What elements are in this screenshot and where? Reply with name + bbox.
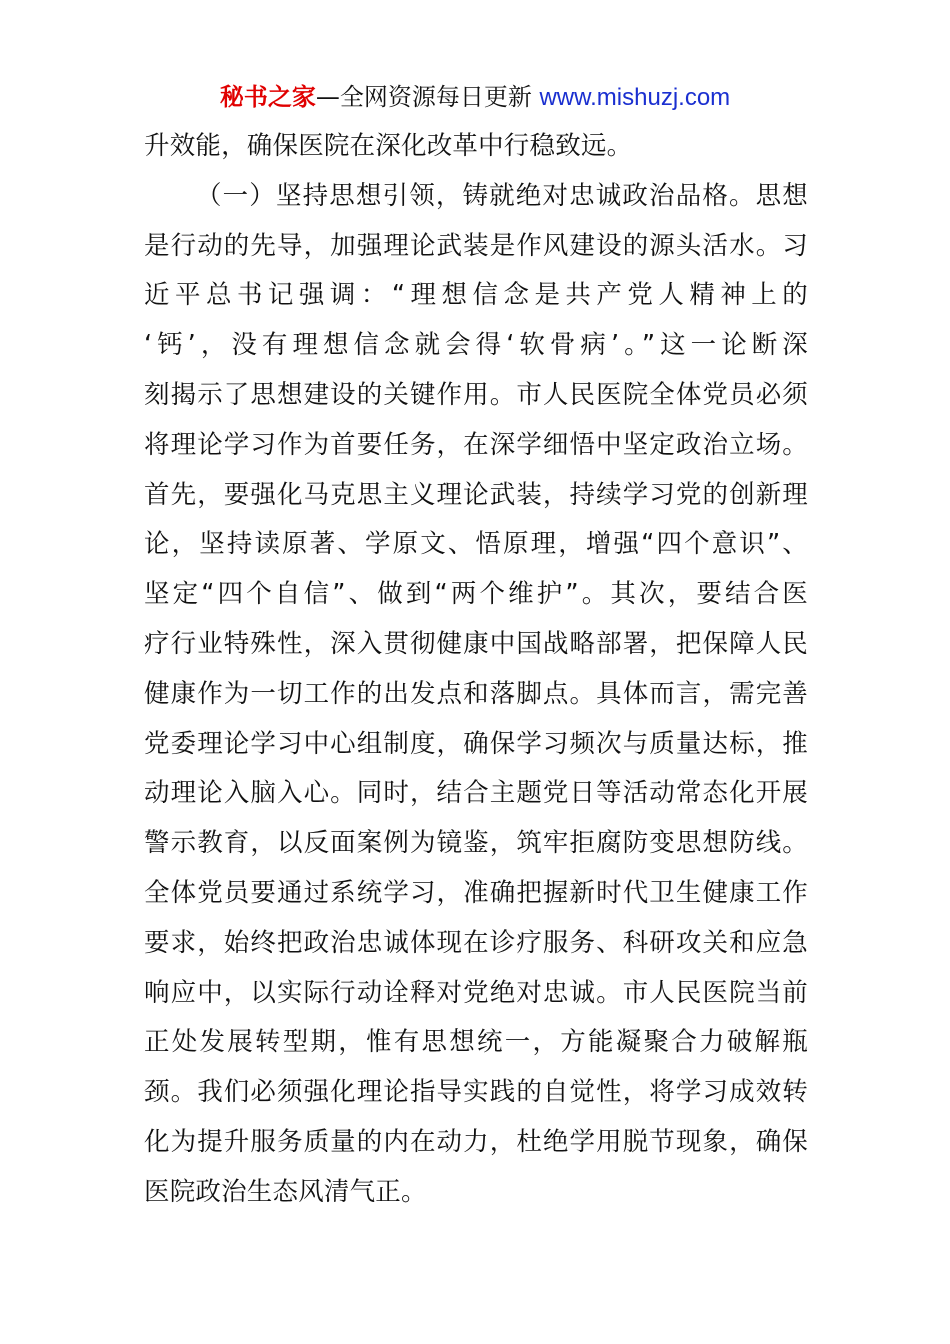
text-line: 疗行业特殊性，深入贯彻健康中国战略部署，把保障人民 [144, 628, 808, 659]
website-link[interactable]: www.mishuzj.com [539, 84, 731, 111]
text-line: 党委理论学习中心组制度，确保学习频次与质量达标，推 [144, 728, 808, 759]
text-line: ‘钙’，没有理想信念就会得‘软骨病’。”这一论断深 [144, 330, 808, 361]
text-line: 是行动的先导，加强理论武装是作风建设的源头活水。习 [144, 230, 808, 261]
text-line: 动理论入脑入心。同时，结合主题党日等活动常态化开展 [144, 778, 808, 809]
text-line: 近平总书记强调：“理想信念是共产党人精神上的 [144, 280, 808, 311]
text-line: 医院政治生态风清气正。 [144, 1176, 427, 1207]
text-line: 将理论学习作为首要任务，在深学细悟中坚定政治立场。 [144, 429, 808, 460]
brand-name: 秘书之家 [219, 83, 316, 111]
header-tagline: —全网资源每日更新 [315, 83, 540, 111]
page-header [0, 80, 950, 115]
text-line: 警示教育，以反面案例为镜鉴，筑牢拒腐防变思想防线。 [144, 828, 808, 859]
text-line: 化为提升服务质量的内在动力，杜绝学用脱节现象，确保 [144, 1126, 808, 1157]
text-line: 正处发展转型期，惟有思想统一，方能凝聚合力破解瓶 [144, 1027, 808, 1058]
text-line: 论，坚持读原著、学原文、悟原理，增强“四个意识”、 [144, 529, 808, 560]
text-line: 健康作为一切工作的出发点和落脚点。具体而言，需完善 [144, 678, 808, 709]
text-line: 首先，要强化马克思主义理论武装，持续学习党的创新理 [144, 479, 808, 510]
text-line: 刻揭示了思想建设的关键作用。市人民医院全体党员必须 [144, 379, 808, 410]
text-line: 颈。我们必须强化理论指导实践的自觉性，将学习成效转 [144, 1077, 808, 1108]
text-line: 全体党员要通过系统学习，准确把握新时代卫生健康工作 [144, 877, 808, 908]
text-line: 升效能，确保医院在深化改革中行稳致远。 [144, 131, 633, 161]
text-line: 要求，始终把政治忠诚体现在诊疗服务、科研攻关和应急 [144, 927, 808, 958]
section-heading-line: （一）坚持思想引领，铸就绝对忠诚政治品格。思想 [196, 180, 808, 211]
document-body [144, 122, 808, 1218]
text-line: 坚定“四个自信”、做到“两个维护”。其次，要结合医 [144, 579, 808, 610]
text-line: 响应中，以实际行动诠释对党绝对忠诚。市人民医院当前 [144, 977, 808, 1008]
